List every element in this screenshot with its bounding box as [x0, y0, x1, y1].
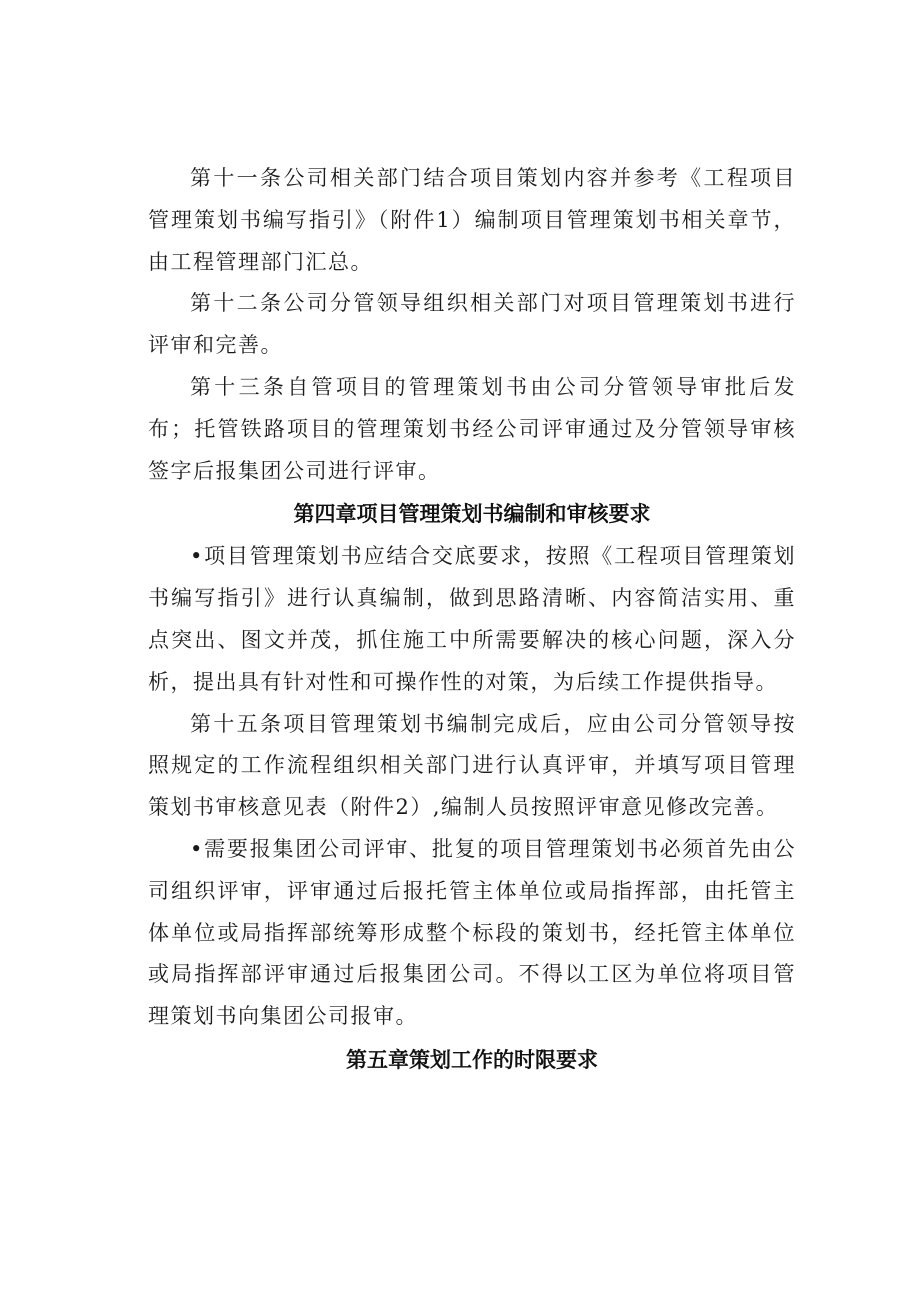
document-body	[148, 158, 796, 1082]
article-14-paragraph: •项目管理策划书应结合交底要求，按照《工程项目管理策划书编写指引》进行认真编制，做到思路清晰、内容简洁实用、重点突出、图文并茂，抓住施工中所需要解决的核心问题，深入分析，提出具有针对性和可操作性的对策，为后续工作提供指导。	[148, 544, 796, 694]
article-15-paragraph: 第十五条项目管理策划书编制完成后，应由公司分管领导按照规定的工作流程组织相关部门进行认真评审，并填写项目管理策划书审核意见表（附件2）,编制人员按照评审意见修改完善。	[148, 711, 796, 820]
article-16-paragraph: •需要报集团公司评审、批复的项目管理策划书必须首先由公司组织评审，评审通过后报托管主体单位或局指挥部，由托管主体单位或局指挥部统筹形成整个标段的策划书，经托管主体单位或局指挥部评审通过后报集团公司。不得以工区为单位将项目管理策划书向集团公司报审。	[148, 836, 796, 1029]
article-12-paragraph: 第十二条公司分管领导组织相关部门对项目管理策划书进行评审和完善。	[148, 291, 796, 358]
chapter-5-heading: 第五章策划工作的时限要求	[346, 1047, 598, 1072]
article-13-paragraph: 第十三条自管项目的管理策划书由公司分管领导审批后发布；托管铁路项目的管理策划书经公司评审通过及分管领导审核签字后报集团公司进行评审。	[148, 374, 796, 483]
chapter-4-heading: 第四章项目管理策划书编制和审核要求	[293, 502, 651, 527]
article-11-paragraph: 第十一条公司相关部门结合项目策划内容并参考《工程项目管理策划书编写指引》（附件1）编制项目管理策划书相关章节，由工程管理部门汇总。	[148, 166, 796, 274]
